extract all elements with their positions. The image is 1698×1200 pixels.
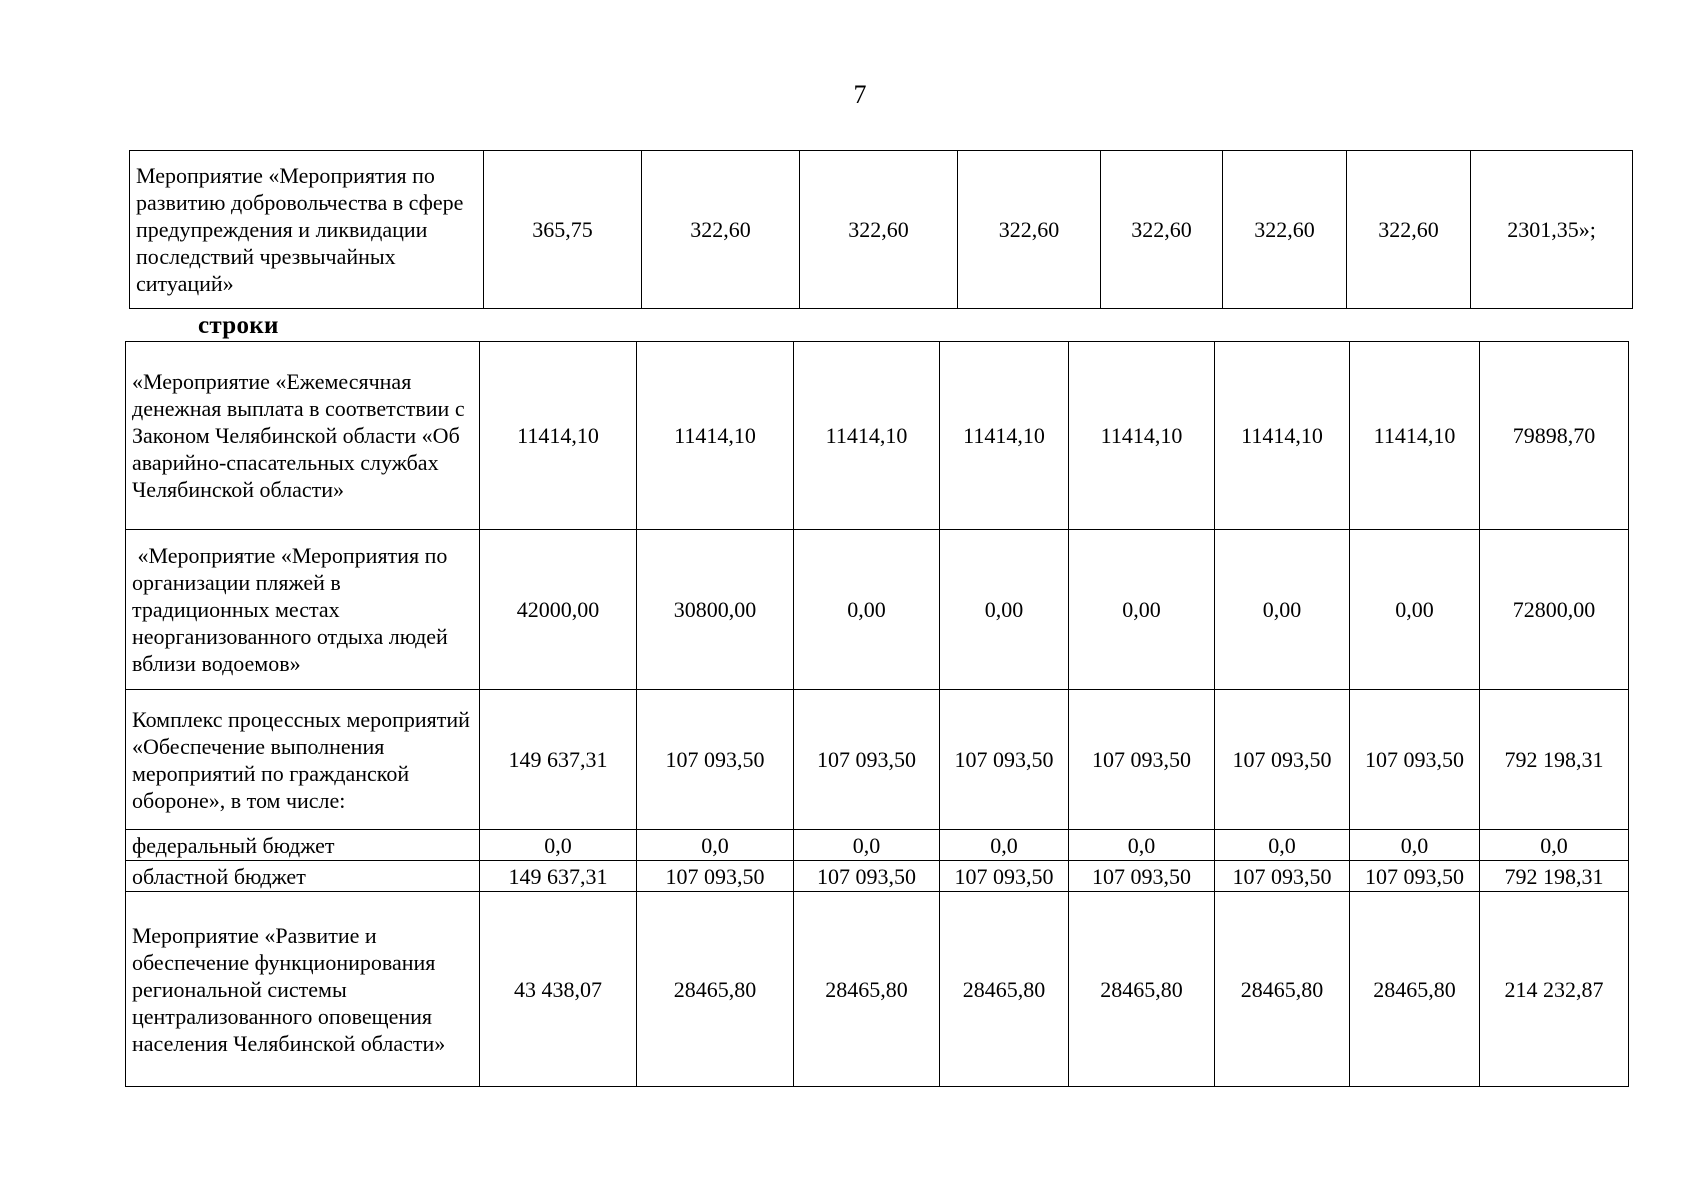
value-cell: 11414,10 — [1215, 342, 1350, 530]
total-cell: 792 198,31 — [1480, 690, 1629, 830]
value-cell: 0,0 — [480, 830, 637, 861]
table-row — [126, 830, 1629, 861]
table-row — [126, 690, 1629, 830]
row-label: федеральный бюджет — [126, 830, 480, 861]
row-label: «Мероприятие «Ежемесячная денежная выплата в соответствии с Законом Челябинской области «Об аварийно-спасательных службах Челябинской области» — [126, 342, 480, 530]
row-label: областной бюджет — [126, 861, 480, 892]
value-cell: 28465,80 — [637, 892, 794, 1087]
value-cell: 107 093,50 — [940, 861, 1069, 892]
value-cell: 322,60 — [958, 151, 1101, 309]
total-cell: 72800,00 — [1480, 530, 1629, 690]
value-cell: 11414,10 — [480, 342, 637, 530]
value-cell: 28465,80 — [794, 892, 940, 1087]
value-cell: 149 637,31 — [480, 861, 637, 892]
row-label: Комплекс процессных мероприятий «Обеспечение выполнения мероприятий по гражданской обороне», в том числе: — [126, 690, 480, 830]
value-cell: 107 093,50 — [1350, 690, 1480, 830]
value-cell: 0,00 — [1215, 530, 1350, 690]
row-label: «Мероприятие «Мероприятия по организации пляжей в традиционных местах неорганизованного отдыха людей вблизи водоемов» — [126, 530, 480, 690]
value-cell: 11414,10 — [1069, 342, 1215, 530]
value-cell: 28465,80 — [940, 892, 1069, 1087]
total-cell: 792 198,31 — [1480, 861, 1629, 892]
value-cell: 11414,10 — [940, 342, 1069, 530]
total-cell: 2301,35»; — [1471, 151, 1633, 309]
row-label: Мероприятие «Мероприятия по развитию добровольчества в сфере предупреждения и ликвидации последствий чрезвычайных ситуаций» — [130, 151, 484, 309]
table-row — [126, 892, 1629, 1087]
value-cell: 11414,10 — [1350, 342, 1480, 530]
page-number: 7 — [853, 80, 867, 109]
value-cell: 107 093,50 — [1215, 690, 1350, 830]
value-cell: 107 093,50 — [1069, 861, 1215, 892]
value-cell: 107 093,50 — [1069, 690, 1215, 830]
table-row — [126, 861, 1629, 892]
value-cell: 0,0 — [1350, 830, 1480, 861]
value-cell: 107 093,50 — [637, 861, 794, 892]
value-cell: 107 093,50 — [794, 861, 940, 892]
value-cell: 322,60 — [1223, 151, 1347, 309]
value-cell: 11414,10 — [794, 342, 940, 530]
value-cell: 30800,00 — [637, 530, 794, 690]
total-cell: 79898,70 — [1480, 342, 1629, 530]
value-cell: 28465,80 — [1069, 892, 1215, 1087]
section-caption: строки — [198, 312, 279, 339]
value-cell: 28465,80 — [1350, 892, 1480, 1087]
value-cell: 107 093,50 — [1215, 861, 1350, 892]
budget-table-top — [129, 150, 1633, 309]
value-cell: 0,00 — [794, 530, 940, 690]
value-cell: 0,0 — [637, 830, 794, 861]
table-row — [126, 342, 1629, 530]
table-row — [126, 530, 1629, 690]
value-cell: 322,60 — [1101, 151, 1223, 309]
budget-table-main — [125, 341, 1629, 1087]
value-cell: 322,60 — [1347, 151, 1471, 309]
value-cell: 0,0 — [940, 830, 1069, 861]
total-cell: 0,0 — [1480, 830, 1629, 861]
value-cell: 0,00 — [1069, 530, 1215, 690]
total-cell: 214 232,87 — [1480, 892, 1629, 1087]
value-cell: 42000,00 — [480, 530, 637, 690]
table-row — [130, 151, 1633, 309]
row-label: Мероприятие «Развитие и обеспечение функционирования региональной системы централизованного оповещения населения Челябинской области» — [126, 892, 480, 1087]
value-cell: 28465,80 — [1215, 892, 1350, 1087]
value-cell: 43 438,07 — [480, 892, 637, 1087]
value-cell: 0,0 — [794, 830, 940, 861]
value-cell: 322,60 — [800, 151, 958, 309]
value-cell: 365,75 — [484, 151, 642, 309]
value-cell: 107 093,50 — [1350, 861, 1480, 892]
value-cell: 0,00 — [1350, 530, 1480, 690]
value-cell: 149 637,31 — [480, 690, 637, 830]
value-cell: 0,0 — [1069, 830, 1215, 861]
value-cell: 107 093,50 — [940, 690, 1069, 830]
value-cell: 107 093,50 — [794, 690, 940, 830]
value-cell: 0,0 — [1215, 830, 1350, 861]
value-cell: 11414,10 — [637, 342, 794, 530]
value-cell: 0,00 — [940, 530, 1069, 690]
value-cell: 107 093,50 — [637, 690, 794, 830]
value-cell: 322,60 — [642, 151, 800, 309]
